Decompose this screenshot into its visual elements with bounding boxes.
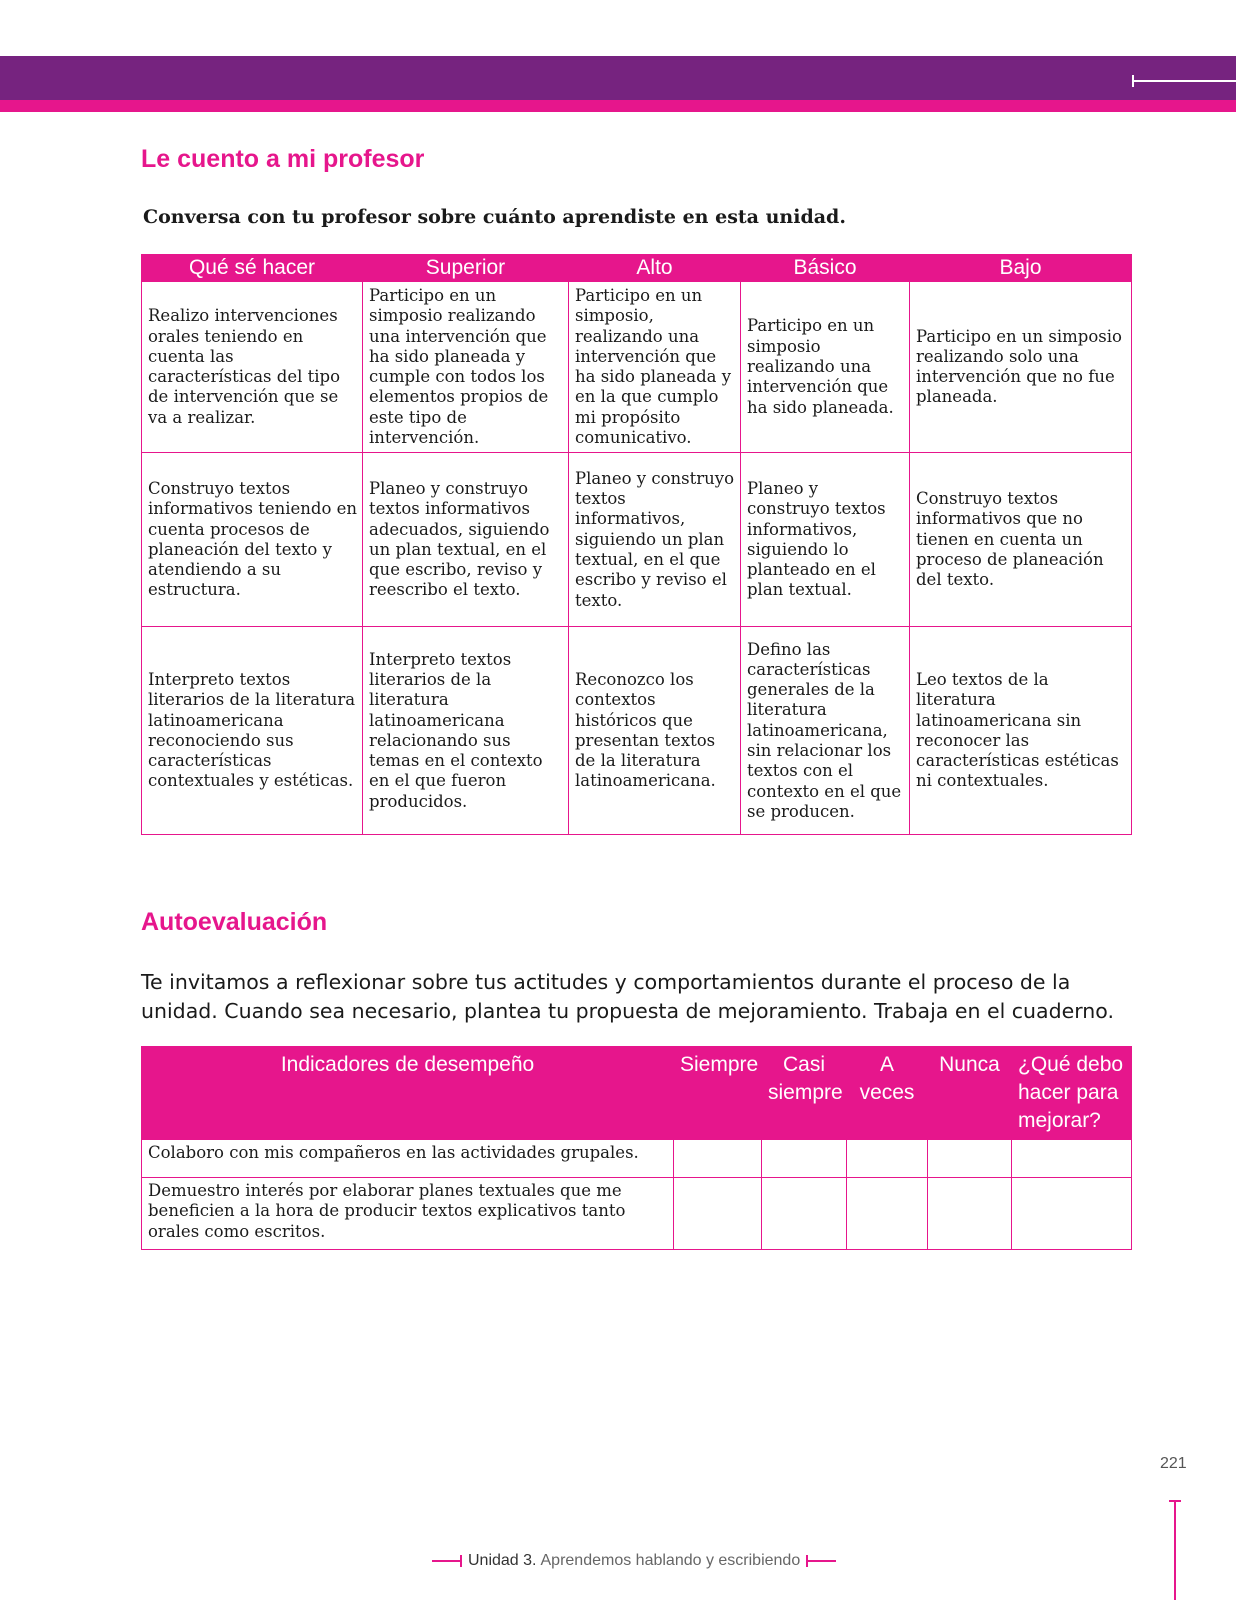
selfeval-header-casi-siempre: Casi siempre xyxy=(762,1047,847,1140)
section-instruction: Conversa con tu profesor sobre cuánto aprendiste en esta unidad. xyxy=(143,206,846,228)
selfeval-cell-mejorar xyxy=(1012,1140,1132,1178)
selfeval-cell-nunca xyxy=(928,1178,1012,1250)
selfeval-cell-a-veces xyxy=(847,1140,928,1178)
selfeval-cell-siempre xyxy=(674,1140,762,1178)
rubric-cell: Participo en un simposio realizando solo una intervención que no fue planeada. xyxy=(910,282,1132,453)
selfeval-cell-siempre xyxy=(674,1178,762,1250)
rubric-header-row xyxy=(142,255,1132,282)
selfeval-header-row xyxy=(142,1047,1132,1140)
footer-subtitle: Aprendemos hablando y escribiendo xyxy=(540,1552,801,1569)
header-line-tick xyxy=(1132,75,1134,87)
selfeval-cell-casi-siempre xyxy=(762,1178,847,1250)
rubric-header-superior: Superior xyxy=(363,255,569,282)
selfeval-header-nunca: Nunca xyxy=(928,1047,1012,1140)
selfeval-header-indicadores: Indicadores de desempeño xyxy=(142,1047,674,1140)
selfeval-header-a-veces: A veces xyxy=(847,1047,928,1140)
autoevaluacion-paragraph: Te invitamos a reflexionar sobre tus actitudes y comportamientos durante el proceso de la unidad. Cuando sea necesario, plantea tu propuesta de mejoramiento. Trabaja en el cuaderno. xyxy=(141,970,1114,1023)
selfeval-row xyxy=(142,1140,1132,1178)
rubric-cell: Planeo y construyo textos informativos adecuados, siguiendo un plan textual, en el que escribo, reviso y reescribo el texto. xyxy=(363,453,569,627)
selfeval-row xyxy=(142,1178,1132,1250)
section-title-autoevaluacion: Autoevaluación xyxy=(141,908,328,936)
selfeval-cell-casi-siempre xyxy=(762,1140,847,1178)
rubric-cell: Leo textos de la literatura latinoamericana sin reconocer las características estéticas ni contextuales. xyxy=(910,627,1132,835)
rubric-cell: Participo en un simposio realizando una intervención que ha sido planeada. xyxy=(741,282,910,453)
footer-bar-right xyxy=(806,1560,836,1562)
rubric-cell: Planeo y construyo textos informativos, siguiendo un plan textual, en el que escribo y reviso el texto. xyxy=(569,453,741,627)
rubric-row xyxy=(142,627,1132,835)
header-band-accent xyxy=(0,100,1236,112)
selfeval-indicator: Demuestro interés por elaborar planes textuales que me beneficien a la hora de producir textos explicativos tanto orales como escritos. xyxy=(142,1178,674,1250)
rubric-cell: Interpreto textos literarios de la literatura latinoamericana relacionando sus temas en el contexto en el que fueron producidos. xyxy=(363,627,569,835)
footer-bar-left xyxy=(432,1560,462,1562)
rubric-row xyxy=(142,282,1132,453)
page-footer xyxy=(432,1550,836,1572)
rubric-table xyxy=(141,254,1132,835)
rubric-cell: Reconozco los contextos históricos que presentan textos de la literatura latinoamericana. xyxy=(569,627,741,835)
rubric-header-bajo: Bajo xyxy=(910,255,1132,282)
selfeval-cell-nunca xyxy=(928,1140,1012,1178)
rubric-cell: Defino las características generales de la literatura latinoamericana, sin relacionar los textos con el contexto en el que se producen. xyxy=(741,627,910,835)
margin-line-decoration xyxy=(1174,1500,1176,1600)
rubric-header-alto: Alto xyxy=(569,255,741,282)
rubric-row xyxy=(142,453,1132,627)
rubric-cell: Participo en un simposio realizando una intervención que ha sido planeada y cumple con todos los elementos propios de este tipo de intervención. xyxy=(363,282,569,453)
selfeval-cell-a-veces xyxy=(847,1178,928,1250)
selfeval-header-que-debo-hacer: ¿Qué debo hacer para mejorar? xyxy=(1012,1047,1132,1140)
rubric-cell: Participo en un simposio, realizando una intervención que ha sido planeada y en la que cumplo mi propósito comunicativo. xyxy=(569,282,741,453)
rubric-cell: Construyo textos informativos que no tienen en cuenta un proceso de planeación del texto. xyxy=(910,453,1132,627)
page-number: 221 xyxy=(1160,1455,1187,1472)
rubric-cell: Interpreto textos literarios de la literatura latinoamericana reconociendo sus características contextuales y estéticas. xyxy=(142,627,363,835)
selfeval-indicator: Colaboro con mis compañeros en las actividades grupales. xyxy=(142,1140,674,1178)
rubric-cell: Construyo textos informativos teniendo en cuenta procesos de planeación del texto y atendiendo a su estructura. xyxy=(142,453,363,627)
rubric-cell: Realizo intervenciones orales teniendo en cuenta las características del tipo de intervención que se va a realizar. xyxy=(142,282,363,453)
header-line-decoration xyxy=(1132,80,1236,82)
rubric-header-que-se-hacer: Qué sé hacer xyxy=(142,255,363,282)
section-title-le-cuento: Le cuento a mi profesor xyxy=(141,145,425,173)
rubric-cell: Planeo y construyo textos informativos, siguiendo lo planteado en el plan textual. xyxy=(741,453,910,627)
selfeval-cell-mejorar xyxy=(1012,1178,1132,1250)
footer-unit: Unidad 3. xyxy=(468,1552,537,1569)
header-band xyxy=(0,56,1236,100)
selfeval-header-siempre: Siempre xyxy=(674,1047,762,1140)
rubric-header-basico: Básico xyxy=(741,255,910,282)
self-evaluation-table xyxy=(141,1046,1132,1250)
